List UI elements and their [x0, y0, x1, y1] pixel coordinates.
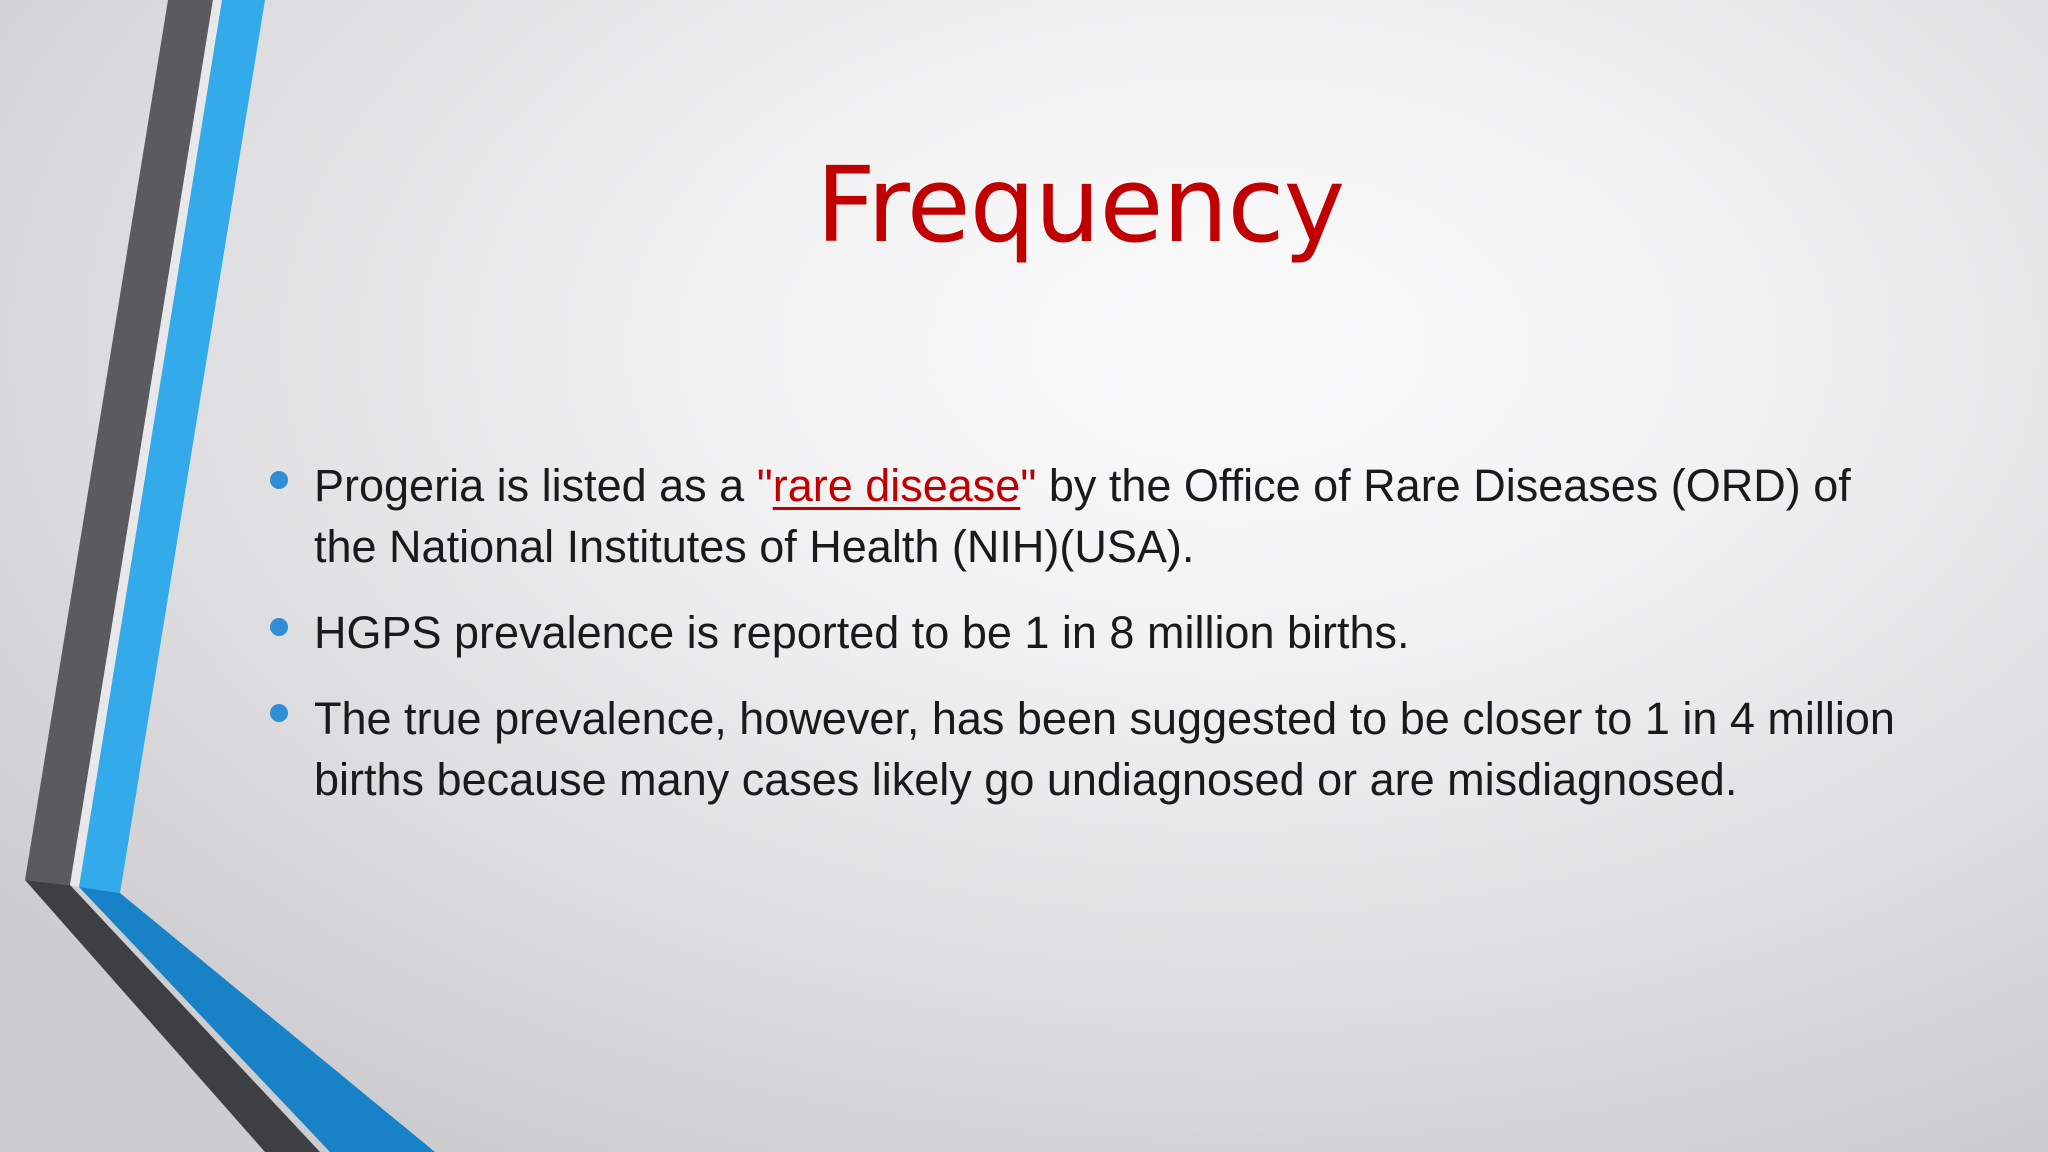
bullet-list	[264, 455, 1924, 835]
bullet-dot-icon	[270, 618, 288, 636]
slide-title: Frequency	[815, 144, 1345, 266]
quote-open: "	[756, 460, 773, 511]
bullet-dot-icon	[270, 471, 288, 489]
bullet-text-after: by the Office of Rare Diseases (ORD) of the National Institutes of Health (NIH)(USA).	[314, 460, 1851, 572]
bullet-dot-icon	[270, 704, 288, 722]
bullet-item-true-prevalence	[264, 688, 1924, 810]
quote-close: "	[1020, 460, 1037, 511]
bullet-text: The true prevalence, however, has been suggested to be closer to 1 in 4 million births because many cases likely go undiagnosed or are misdiagnosed.	[314, 693, 1895, 805]
bullet-text-before: Progeria is listed as a	[314, 460, 757, 511]
dark-stripe-lower	[25, 880, 320, 1152]
rare-disease-link[interactable]: rare disease	[772, 460, 1021, 511]
bullet-item-rare-disease	[264, 455, 1924, 577]
light-gap-stripe	[70, 0, 222, 887]
bullet-item-prevalence	[264, 602, 1924, 663]
bullet-text: HGPS prevalence is reported to be 1 in 8 million births.	[314, 607, 1410, 658]
